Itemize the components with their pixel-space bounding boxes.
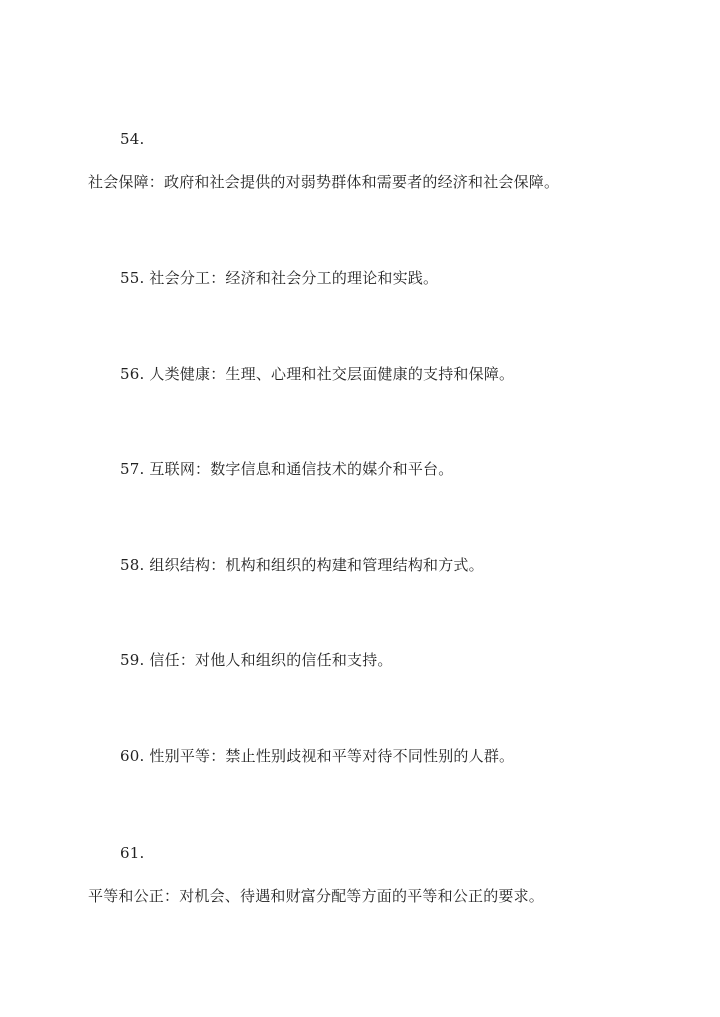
item-60: 60. 性别平等：禁止性别歧视和平等对待不同性别的人群。 — [120, 747, 515, 765]
item-57: 57. 互联网：数字信息和通信技术的媒介和平台。 — [120, 460, 454, 478]
item-54-number: 54. — [120, 130, 145, 148]
item-55: 55. 社会分工：经济和社会分工的理论和实践。 — [120, 269, 439, 287]
item-59: 59. 信任：对他人和组织的信任和支持。 — [120, 651, 393, 669]
item-54-text: 社会保障：政府和社会提供的对弱势群体和需要者的经济和社会保障。 — [88, 173, 560, 191]
item-61-text: 平等和公正：对机会、待遇和财富分配等方面的平等和公正的要求。 — [88, 887, 545, 905]
item-58: 58. 组织结构：机构和组织的构建和管理结构和方式。 — [120, 556, 484, 574]
item-61-number: 61. — [120, 844, 145, 862]
item-56: 56. 人类健康：生理、心理和社交层面健康的支持和保障。 — [120, 365, 515, 383]
